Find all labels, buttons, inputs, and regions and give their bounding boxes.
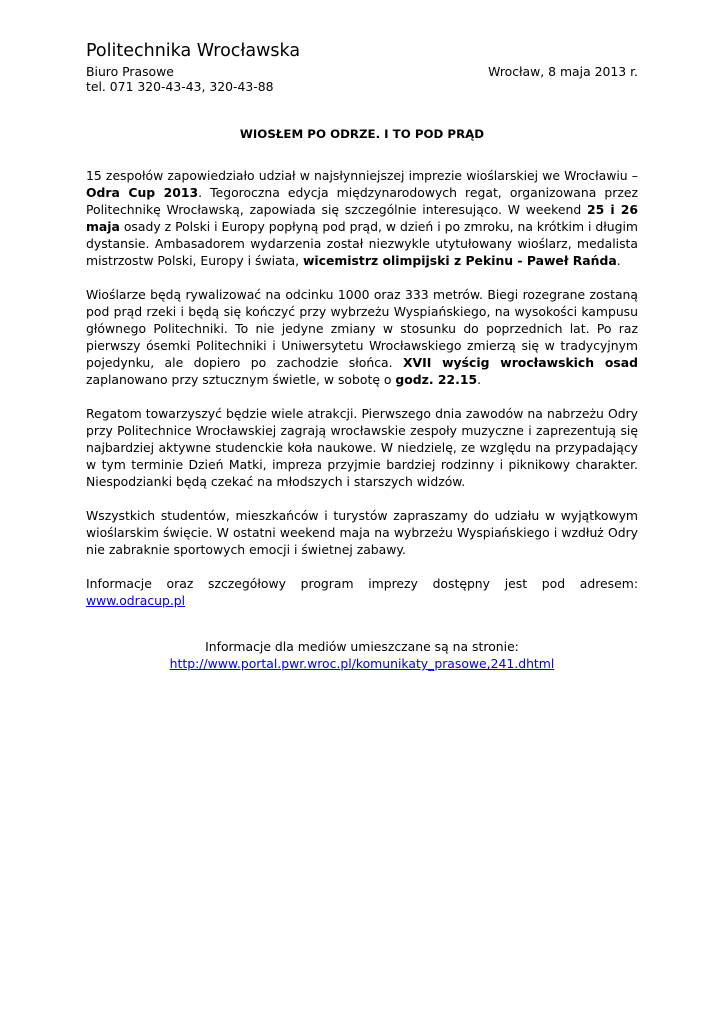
text-segment: . xyxy=(477,372,482,387)
bold-segment: wicemistrz olimpijski z Pekinu - Paweł Rańda xyxy=(302,253,617,268)
document-page xyxy=(86,40,638,672)
bold-segment: Odra Cup 2013 xyxy=(86,185,199,200)
text-segment: Wioślarze będą rywalizować na odcinku 1000 oraz 333 metrów. Biegi rozegrane zostaną pod prąd rzeki i będą się kończyć przy wybrzeżu Wyspiańskiego, na wysokości kampusu głównego Politechniki. To nie jedyne zmiany w stosunku do poprzednich lat. Po raz pierwszy ósemki Politechniki i Uniwersytetu Wrocławskiego zmierzą się w tradycyjnym pojedynku, ale dopiero po zachodzie słońca. xyxy=(86,287,638,370)
bold-segment: 25 i 26 maja xyxy=(86,202,638,234)
press-release-link[interactable]: http://www.portal.pwr.wroc.pl/komunikaty_prasowe,241.dhtml xyxy=(169,656,555,671)
bold-segment: XVII wyścig wrocławskich osad xyxy=(402,355,638,370)
info-text: Informacje oraz szczegółowy program imprezy dostępny jest pod adresem: xyxy=(86,576,638,591)
media-text: Informacje dla mediów umieszczane są na stronie: xyxy=(205,639,519,654)
text-segment: osady z Polski i Europy popłyną pod prąd, w dzień i po zmroku, na krótkim i długim dystansie. Ambasadorem wydarzenia został niezwykle utytułowany wioślarz, medalista mistrzostw Polski, Europy i świata, xyxy=(86,219,638,268)
text-segment: . xyxy=(616,253,621,268)
paragraph-attractions: Regatom towarzyszyć będzie wiele atrakcji. Pierwszego dnia zawodów na nabrzeżu Odry przy Politechnice Wrocławskiej zagrają wrocławskie zespoły muzyczne i zaprezentują się najbardziej aktywne studenckie koła naukowe. W niedzielę, ze względu na przypadający w tym terminie Dzień Matki, impreza przyjmie bardziej rodzinny i piknikowy charakter. Niespodzianki będą czekać na młodszych i starszych widzów. xyxy=(86,406,638,489)
place-date: Wrocław, 8 maja 2013 r. xyxy=(488,64,638,79)
office-name: Biuro Prasowe xyxy=(86,64,174,79)
phone-numbers: tel. 071 320-43-43, 320-43-88 xyxy=(86,79,274,94)
document-title: WIOSŁEM PO ODRZE. I TO POD PRĄD xyxy=(239,127,485,141)
header-row xyxy=(86,64,638,79)
media-info xyxy=(86,638,638,672)
text-segment: zaplanowano przy sztucznym świetle, w sobotę o xyxy=(86,372,396,387)
paragraph-invitation: Wszystkich studentów, mieszkańców i turystów zapraszamy do udziału w wyjątkowym wioślarskim święcie. W ostatni weekend maja na wybrzeżu Wyspiańskiego i wzdłuż Odry nie zabraknie sportowych emocji i świetnej zabawy. xyxy=(86,508,638,557)
paragraph-intro xyxy=(86,167,638,269)
paragraph-race xyxy=(86,286,638,388)
text-segment: . Tegoroczna edycja międzynarodowych regat, organizowana przez Politechnikę Wrocławską, zapowiada się szczególnie interesująco. W weekend xyxy=(86,185,638,217)
organization-name: Politechnika Wrocławska xyxy=(86,41,301,61)
odracup-link[interactable]: www.odracup.pl xyxy=(86,593,186,608)
paragraph-info xyxy=(86,575,638,609)
text-segment: 15 zespołów zapowiedziało udział w najsłynniejszej imprezie wioślarskiej we Wrocławiu – xyxy=(86,168,638,183)
bold-segment: godz. 22.15 xyxy=(395,372,478,387)
